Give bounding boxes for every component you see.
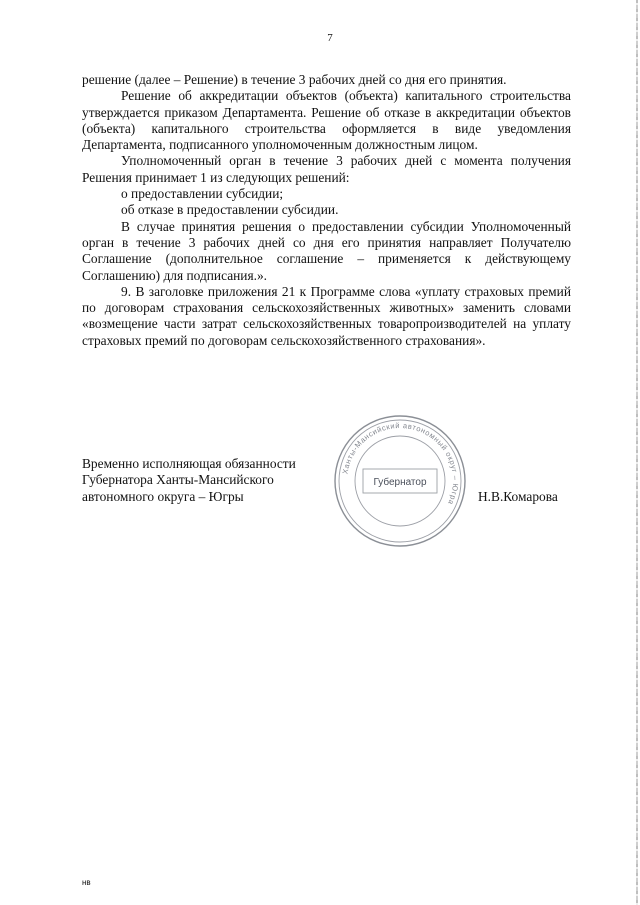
paragraph: об отказе в предоставлении субсидии. [121, 202, 339, 218]
page-number: 7 [327, 32, 333, 44]
paragraph: о предоставлении субсидии; [121, 186, 284, 202]
document-body [82, 72, 571, 349]
paragraph: Решение об аккредитации объектов (объекта) капитального строительства утверждается приказом Департамента. Решение об отказе в аккредитации объектов (объекта) капитального строительства оформляется в виде уведомления Департамента, подписанного уполномоченным должностным лицом. [82, 88, 571, 153]
signatory-name: Н.В.Комарова [478, 489, 558, 504]
official-seal [329, 414, 471, 548]
seal-ring-text: Ханты-Мансийский автономный округ – Югра [340, 420, 461, 507]
paragraph: В случае принятия решения о предоставлении субсидии Уполномоченный орган в течение 3 рабочих дней со дня его принятия направляет Получателю Соглашение (дополнительное соглашение – применяется к действующему Соглашению) для подписания.». [82, 218, 571, 283]
paragraph: 9. В заголовке приложения 21 к Программе слова «уплату страховых премий по договорам страхования сельскохозяйственных животных» заменить словами «возмещение части затрат сельскохозяйственных товаропроизводителей на уплату страховых премий по договорам сельскохозяйственного страхования». [82, 283, 571, 348]
paragraph: решение (далее – Решение) в течение 3 рабочих дней со дня его принятия. [82, 72, 507, 87]
scan-edge [636, 0, 638, 905]
footer-code: нв [82, 878, 91, 887]
signatory-position-line: Губернатора Ханты-Мансийского [82, 472, 274, 488]
signatory-position-line: Временно исполняющая обязанности [82, 456, 296, 471]
signatory-position-line: автономного округа – Югры [82, 488, 244, 504]
seal-center-text: Губернатор [373, 477, 427, 488]
signatory-position [82, 456, 296, 505]
paragraph: Уполномоченный орган в течение 3 рабочих дней с момента получения Решения принимает 1 из следующих решений: [82, 153, 571, 185]
